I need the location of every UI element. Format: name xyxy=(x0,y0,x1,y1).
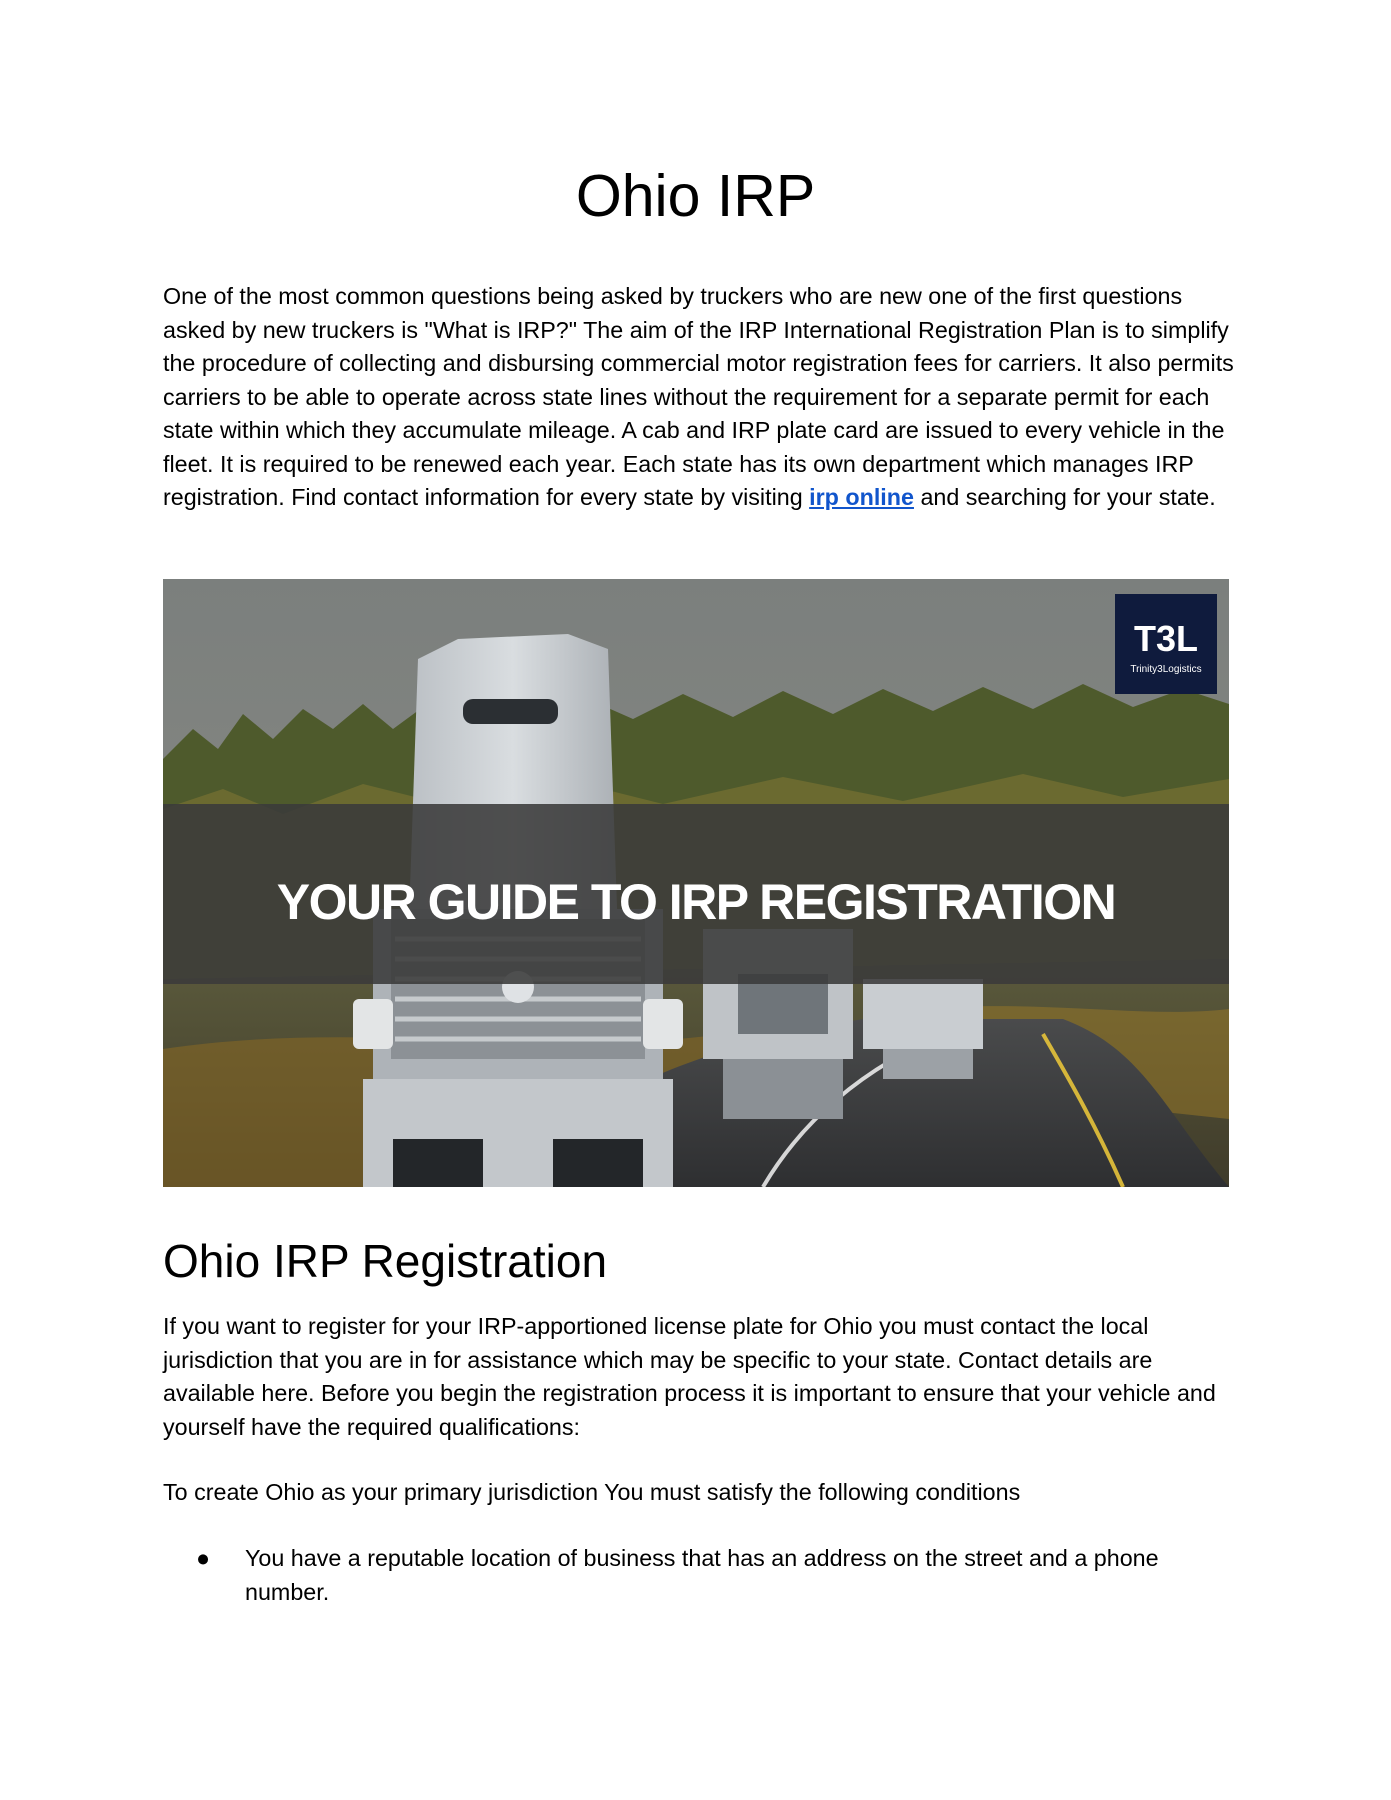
conditions-list xyxy=(163,1542,1243,1609)
conditions-intro: To create Ohio as your primary jurisdiction You must satisfy the following conditions xyxy=(163,1479,1021,1505)
trinity3logistics-logo xyxy=(1115,594,1217,694)
page-title: Ohio IRP xyxy=(575,163,816,229)
irp-online-link[interactable]: irp online xyxy=(809,484,914,510)
bullet-icon: ● xyxy=(196,1545,211,1571)
list-item xyxy=(163,1542,1243,1609)
section-heading: Ohio IRP Registration xyxy=(163,1235,608,1287)
section-paragraph: If you want to register for your IRP-apportioned license plate for Ohio you must contact the local jurisdiction that you are in for assistance which may be specific to your state. Contact details are available here. Before you begin the registration process it is important to ensure that your vehicle and yourself have the required qualifications: xyxy=(163,1313,1216,1440)
logo-subtitle: Trinity3Logistics xyxy=(1130,664,1202,675)
logo-mark: T3L xyxy=(1133,618,1199,659)
list-item-text: You have a reputable location of business that has an address on the street and a phone number. xyxy=(245,1545,1159,1605)
intro-text-after-link: and searching for your state. xyxy=(913,484,1216,510)
hero-image xyxy=(163,579,1229,1187)
intro-paragraph xyxy=(163,280,1243,515)
hero-banner-text: YOUR GUIDE TO IRP REGISTRATION xyxy=(276,874,1116,930)
intro-text-before-link: One of the most common questions being asked by truckers who are new one of the first questions asked by new truckers is "What is IRP?" The aim of the IRP International Registration Plan is to simplify the procedure of collecting and disbursing commercial motor registration fees for carriers. It also permits carriers to be able to operate across state lines without the requirement for a separate permit for each state within which they accumulate mileage. A cab and IRP plate card are issued to every vehicle in the fleet. It is required to be renewed each year. Each state has its own department which manages IRP registration. Find contact information for every state by visiting xyxy=(163,283,1234,510)
